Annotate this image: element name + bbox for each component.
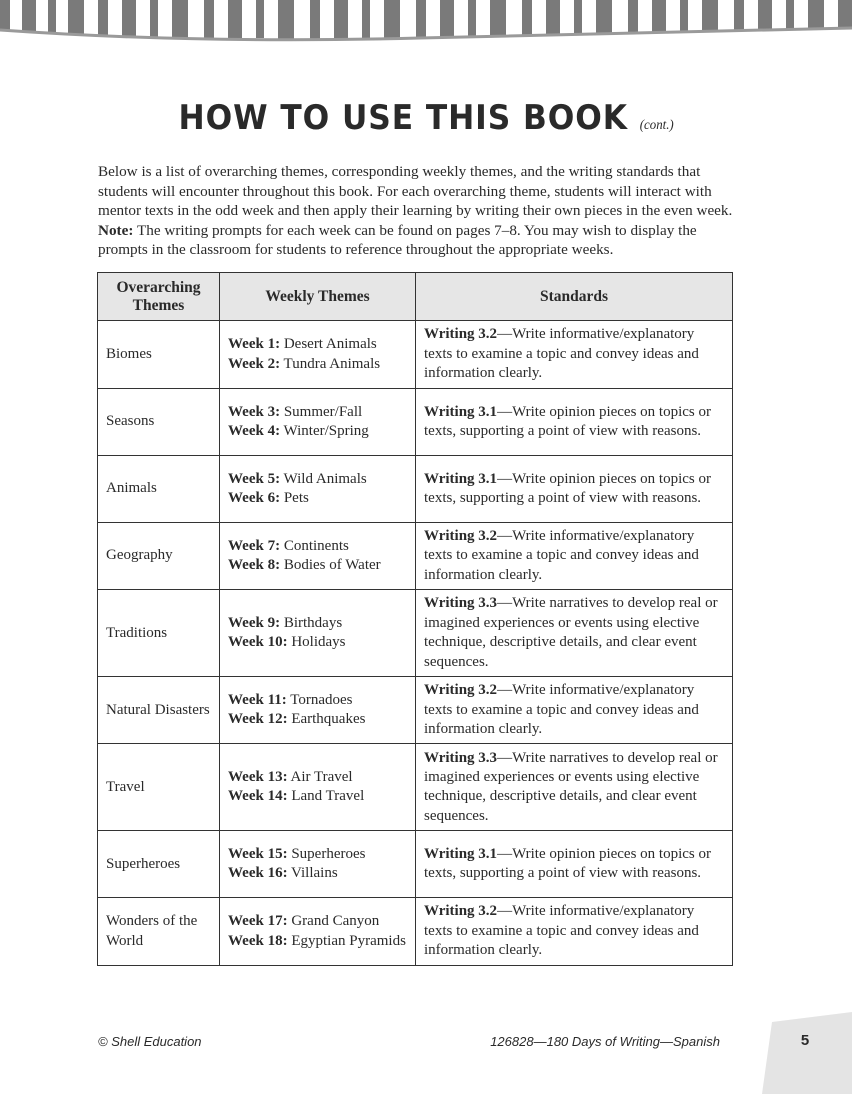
table-header-row	[98, 273, 733, 321]
overarching-theme-cell	[98, 898, 220, 965]
standard-label: Writing 3.2	[424, 528, 498, 544]
week-theme: Desert Animals	[280, 336, 377, 353]
overarching-theme-cell	[98, 456, 220, 523]
week-theme: Bodies of Water	[280, 557, 381, 574]
overarching-theme: Wonders of the World	[106, 913, 198, 949]
standard-cell	[416, 677, 733, 744]
table-row	[98, 389, 733, 456]
overarching-theme: Natural Disasters	[106, 701, 210, 718]
week-theme: Egyptian Pyramids	[287, 932, 406, 949]
standard-cell	[416, 590, 733, 677]
standard-cell	[416, 831, 733, 898]
weekly-themes-cell	[220, 831, 416, 898]
page-title-text: HOW TO USE THIS BOOK	[178, 98, 628, 138]
week-label: Week 4:	[228, 423, 281, 439]
standard-cell	[416, 389, 733, 456]
page-number: 5	[800, 1032, 810, 1049]
standard-cell	[416, 523, 733, 590]
week-theme: Continents	[280, 537, 349, 554]
standard-text: —Write opinion pieces on topics or texts, supporting a point of view with reasons.	[424, 846, 711, 882]
week-theme: Pets	[280, 490, 309, 506]
standard-label: Writing 3.1	[424, 846, 498, 863]
week-label: Week 6:	[228, 490, 281, 506]
page-title-wrap	[0, 98, 852, 138]
week-label: Week 10:	[228, 634, 288, 651]
table-row	[98, 523, 733, 590]
overarching-theme-cell	[98, 744, 220, 831]
table-row	[98, 677, 733, 744]
weekly-themes-cell	[220, 898, 416, 965]
themes-table	[97, 272, 733, 966]
week-label: Week 14:	[228, 788, 288, 805]
table-row	[98, 898, 733, 965]
standard-text: —Write opinion pieces on topics or texts, supporting a point of view with reasons.	[424, 403, 711, 439]
week-theme: Summer/Fall	[280, 403, 363, 420]
table-row	[98, 831, 733, 898]
overarching-theme-cell	[98, 590, 220, 677]
header-standards: Standards	[416, 273, 733, 321]
page-title-suffix: (cont.)	[639, 118, 674, 133]
overarching-theme-cell	[98, 677, 220, 744]
week-theme: Superheroes	[287, 846, 366, 863]
weekly-themes-cell	[220, 389, 416, 456]
standard-text: —Write narratives to develop real or imagined experiences or events using elective technique, descriptive details, and clear event sequences.	[424, 595, 718, 670]
week-label: Week 12:	[228, 711, 288, 728]
standard-label: Writing 3.1	[424, 470, 498, 487]
week-label: Week 18:	[228, 932, 288, 949]
overarching-theme: Geography	[106, 547, 173, 564]
overarching-theme-cell	[98, 831, 220, 898]
standard-label: Writing 3.3	[424, 749, 498, 766]
standard-cell	[416, 898, 733, 965]
standard-cell	[416, 744, 733, 831]
table-row	[98, 456, 733, 523]
intro-part2: The writing prompts for each week can be found on pages 7–8. You may wish to display the prompts in the classroom for students to reference throughout the appropriate weeks.	[98, 221, 697, 259]
week-theme: Winter/Spring	[280, 423, 369, 439]
standard-label: Writing 3.3	[424, 595, 498, 612]
week-theme: Holidays	[287, 634, 346, 651]
weekly-themes-cell	[220, 677, 416, 744]
intro-part1: Below is a list of overarching themes, corresponding weekly themes, and the writing standards that students will encounter throughout this book. For each overarching theme, students will interact with mentor texts in the odd week and then apply their learning by writing their own pieces in the even week.	[98, 163, 733, 220]
footer-copyright: © Shell Education	[98, 1034, 202, 1049]
week-label: Week 2:	[228, 355, 281, 372]
standard-cell	[416, 456, 733, 523]
week-label: Week 8:	[228, 557, 281, 574]
standard-label: Writing 3.2	[424, 903, 498, 920]
week-label: Week 17:	[228, 913, 288, 930]
table-row	[98, 744, 733, 831]
week-label: Week 7:	[228, 537, 281, 554]
intro-note-label: Note:	[98, 221, 134, 239]
overarching-theme-cell	[98, 321, 220, 389]
standard-label: Writing 3.2	[424, 326, 498, 343]
overarching-theme: Travel	[106, 778, 145, 795]
week-label: Week 5:	[228, 470, 281, 487]
week-label: Week 9:	[228, 614, 281, 631]
week-theme: Land Travel	[287, 788, 365, 805]
weekly-themes-cell	[220, 523, 416, 590]
page-title	[178, 98, 673, 138]
week-theme: Birthdays	[280, 614, 343, 631]
table-row	[98, 590, 733, 677]
overarching-theme: Superheroes	[106, 855, 181, 872]
weekly-themes-cell	[220, 744, 416, 831]
overarching-theme: Seasons	[106, 413, 155, 430]
decorative-banner	[0, 0, 852, 70]
weekly-themes-cell	[220, 456, 416, 523]
standard-label: Writing 3.1	[424, 403, 498, 420]
overarching-theme-cell	[98, 523, 220, 590]
page-number-tab	[762, 1012, 852, 1094]
week-theme: Wild Animals	[280, 470, 367, 487]
week-theme: Villains	[287, 865, 338, 882]
intro-paragraph	[98, 162, 738, 260]
footer-book-reference: 126828—180 Days of Writing—Spanish	[490, 1034, 720, 1049]
week-label: Week 3:	[228, 403, 281, 420]
week-label: Week 16:	[228, 865, 288, 882]
table-row	[98, 321, 733, 389]
standard-text: —Write narratives to develop real or imagined experiences or events using elective technique, descriptive details, and clear event sequences.	[424, 749, 718, 824]
standard-text: —Write informative/explanatory texts to examine a topic and convey ideas and information clearly.	[424, 682, 699, 738]
standard-text: —Write informative/explanatory texts to examine a topic and convey ideas and information clearly.	[424, 326, 699, 382]
overarching-theme: Animals	[106, 480, 157, 497]
standard-text: —Write opinion pieces on topics or texts, supporting a point of view with reasons.	[424, 470, 711, 506]
week-theme: Air Travel	[287, 769, 353, 786]
overarching-theme: Biomes	[106, 345, 152, 362]
standard-text: —Write informative/explanatory texts to examine a topic and convey ideas and information clearly.	[424, 903, 699, 959]
standard-text: —Write informative/explanatory texts to examine a topic and convey ideas and information clearly.	[424, 528, 699, 583]
overarching-theme: Traditions	[106, 624, 168, 641]
header-overarching-themes: Overarching Themes	[98, 273, 220, 321]
week-theme: Earthquakes	[287, 711, 366, 728]
overarching-theme-cell	[98, 389, 220, 456]
week-theme: Tornadoes	[286, 691, 353, 708]
week-theme: Tundra Animals	[280, 355, 381, 372]
week-label: Week 15:	[228, 846, 288, 863]
standard-cell	[416, 321, 733, 389]
week-label: Week 1:	[228, 336, 281, 353]
standard-label: Writing 3.2	[424, 682, 498, 699]
week-theme: Grand Canyon	[287, 913, 380, 930]
week-label: Week 13:	[228, 769, 288, 786]
weekly-themes-cell	[220, 590, 416, 677]
week-label: Week 11:	[228, 691, 287, 708]
header-weekly-themes: Weekly Themes	[220, 273, 416, 321]
weekly-themes-cell	[220, 321, 416, 389]
